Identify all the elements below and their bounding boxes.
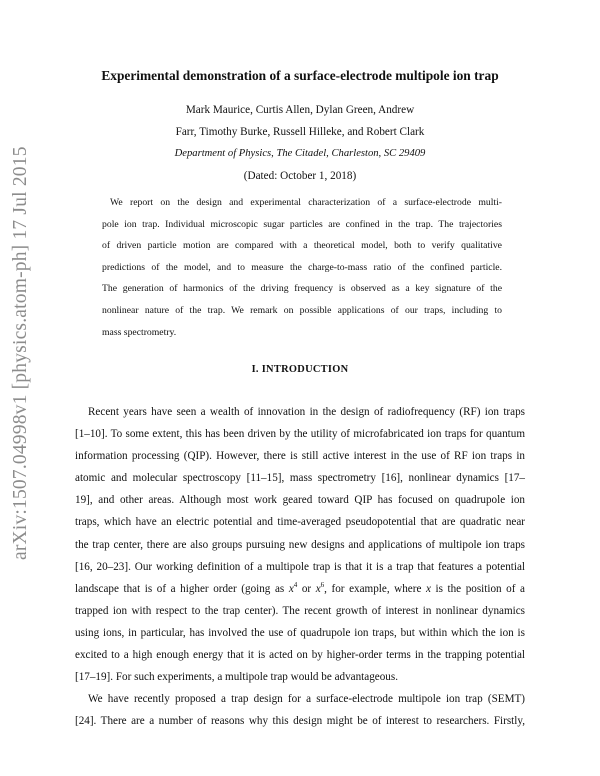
abstract-line: nonlinear nature of the trap. We remark on possible applications of our traps, including to: [102, 304, 502, 316]
abstract-line: of driven particle motion are compared with a theoretical model, both to verify qualitative: [102, 240, 502, 252]
math-exponent: 4: [293, 580, 298, 589]
arxiv-identifier: arXiv:1507.04998v1 [physics.atom-ph] 17 Jul 2015: [10, 146, 31, 560]
paragraph-line: [1–10]. To some extent, this has been driven by the utility of microfabricated ion traps for quantum: [75, 428, 525, 441]
abstract: [102, 192, 502, 343]
paragraph-line: traps, which have an electric potential and time-averaged pseudopotential that are quadratic near: [75, 516, 525, 529]
text-segment: , for example, where: [324, 582, 426, 595]
paragraph-line: using ions, in particular, has involved the use of quadrupole ion traps, but within which the ion is: [75, 626, 525, 639]
abstract-line: We report on the design and experimental characterization of a surface-electrode multi-: [110, 197, 502, 208]
paragraph-line: [17–19]. For such experiments, a multipole trap would be advantageous.: [75, 671, 399, 684]
math-variable: x: [315, 582, 321, 595]
paragraph-line: atomic and molecular spectroscopy [11–15], mass spectrometry [16], nonlinear dynamics [17–: [75, 472, 525, 485]
text-segment: or: [297, 582, 316, 595]
text-segment: landscape that is of a higher order (going as: [75, 582, 289, 595]
paragraph-line: trapped ion with respect to the trap center). The recent growth of interest in nonlinear dynamics: [75, 604, 525, 617]
paragraph-line: information processing (QIP). However, there is still active interest in the use of RF ion traps in: [75, 450, 525, 463]
math-variable: x: [425, 582, 431, 595]
paper-title: Experimental demonstration of a surface-electrode multipole ion trap: [101, 68, 499, 83]
abstract-line: pole ion trap. Individual microscopic sugar particles are confined in the trap. The trajectories: [102, 218, 502, 230]
paragraph-line: Recent years have seen a wealth of innovation in the design of radiofrequency (RF) ion traps: [88, 406, 525, 418]
authors-line-2: Farr, Timothy Burke, Russell Hilleke, and Robert Clark: [175, 126, 425, 138]
affiliation: Department of Physics, The Citadel, Charleston, SC 29409: [174, 148, 426, 159]
abstract-line: predictions of the model, and to measure the charge-to-mass ratio of the confined particle.: [102, 261, 502, 273]
text-segment: is the position of a: [430, 582, 525, 595]
section-heading: I. INTRODUCTION: [251, 364, 349, 375]
paragraph-line: [24]. There are a number of reasons why this design might be of interest to researchers. Firstly,: [75, 715, 525, 728]
paragraph-line: We have recently proposed a trap design for a surface-electrode multipole ion trap (SEMT): [88, 693, 525, 706]
authors-line-1: Mark Maurice, Curtis Allen, Dylan Green, Andrew: [185, 104, 415, 116]
abstract-line: mass spectrometry.: [102, 326, 177, 338]
math-variable: x: [288, 582, 294, 595]
paragraph-line: the trap center, there are also groups pursuing new designs and applications of multipole ion traps: [75, 538, 525, 551]
body-text: [75, 401, 525, 732]
paragraph-line: excited to a high enough energy that it is acted on by higher-order terms in the trapping potential: [75, 649, 525, 662]
paragraph-line-with-math: [75, 578, 525, 600]
paragraph-line: [16, 20–23]. Our working definition of a multipole trap is that it is a trap that features a potential: [75, 560, 525, 573]
abstract-line: The generation of harmonics of the driving frequency is observed as a key signature of the: [102, 283, 502, 295]
math-exponent: 6: [320, 580, 325, 589]
paragraph-line: 19], and other areas. Although most work geared toward QIP has focused on quadrupole ion: [75, 494, 525, 507]
date-line: (Dated: October 1, 2018): [243, 170, 357, 182]
